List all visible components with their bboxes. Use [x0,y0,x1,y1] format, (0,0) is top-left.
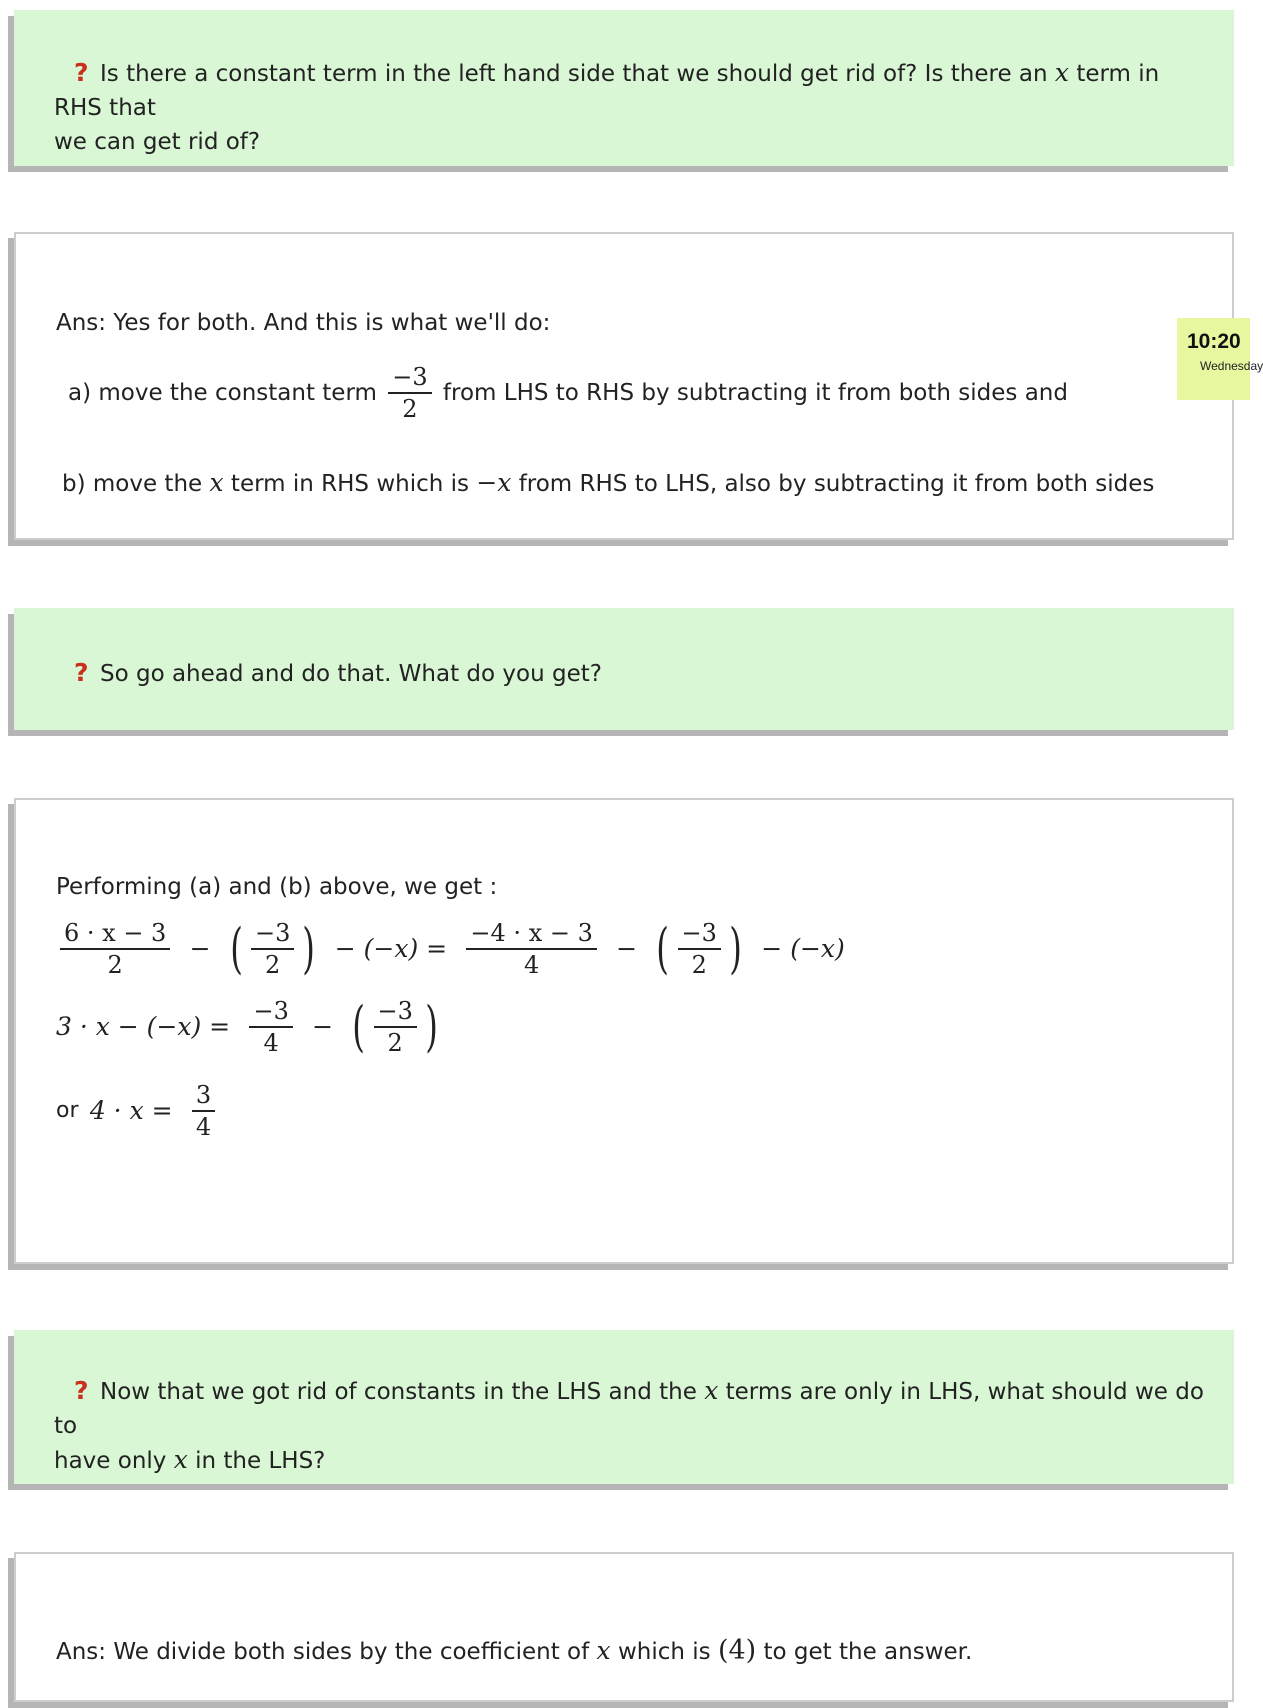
math-term: −x [476,468,512,497]
paren-fraction [251,918,294,980]
right-paren: ) [425,995,438,1058]
fraction-denominator: 2 [402,395,418,423]
fraction-denominator: 2 [265,951,281,979]
equation-lhs: 3 · x − (−x) = [56,1012,231,1041]
equation-lhs: 4 · x = [89,1096,173,1125]
math-variable: x [209,468,224,497]
fraction-numerator: −3 [388,362,431,394]
answer-item-b [62,466,1202,501]
question-text-part: we can get rid of? [54,129,261,155]
paren-fraction [678,918,721,980]
math-variable: x [1054,58,1070,87]
fraction-denominator: 4 [195,1113,212,1141]
question-text-part: Is there a constant term in the left hand side that we should get rid of? Is there an [100,61,1048,87]
fraction-numerator: −3 [678,918,721,950]
item-a-prefix: a) move the constant term [68,380,377,406]
question-card-1 [14,10,1234,166]
fraction-numerator: 3 [192,1080,215,1112]
minus-operator: − [189,934,211,963]
question-text-part: in the LHS? [195,1448,326,1474]
fraction-numerator: −3 [374,996,417,1028]
question-mark-icon: ? [74,658,89,687]
or-label: or [56,1098,79,1123]
right-paren: ) [302,917,316,980]
answer-text-part: to get the answer. [763,1639,973,1665]
answer-text-3 [56,1634,1202,1669]
clock-widget[interactable] [1177,318,1263,400]
fraction-numerator: 6 · x − 3 [60,918,170,950]
question-card-2 [14,608,1234,730]
left-paren: ( [230,917,243,980]
math-variable: x [173,1445,188,1474]
question-text-part: have only [54,1448,167,1474]
equation-line-2 [56,996,442,1058]
question-mark-icon: ? [74,58,89,87]
right-paren: ) [729,917,742,980]
fraction-neg3-over-2 [388,362,431,424]
item-b-suffix: from RHS to LHS, also by subtracting it from both sides [518,471,1155,497]
clock-day: Wednesday [1200,359,1263,373]
math-variable: x [704,1376,719,1405]
minus-operator: − [312,1012,334,1041]
fraction-denominator: 4 [524,951,540,979]
lhs-fraction [60,918,170,980]
answer-text-part: which is [617,1639,711,1665]
answer-card-3 [14,1552,1234,1702]
equation-line-1 [56,918,853,980]
answer-card-2 [14,798,1234,1264]
item-b-prefix: b) move the [62,471,203,497]
fraction-numerator: −4 · x − 3 [466,918,596,950]
result-fraction [192,1080,215,1142]
minus-neg-x-equals: − (−x) = [334,934,448,963]
question-text-part: So go ahead and do that. What do you get? [100,661,602,687]
paren-fraction [374,996,417,1058]
question-text-3 [54,1374,1204,1478]
item-b-mid: term in RHS which is [230,471,470,497]
question-text-part: Now that we got rid of constants in the LHS and the [100,1379,697,1405]
rhs-fraction [466,918,596,980]
question-mark-icon: ? [74,1376,89,1405]
minus-operator: − [616,934,638,963]
item-a-suffix: from LHS to RHS by subtracting it from both sides and [442,380,1068,406]
question-card-3 [14,1330,1234,1484]
equations-intro: Performing (a) and (b) above, we get : [56,874,498,900]
left-paren: ( [352,995,366,1058]
question-text-part: term in RHS that [54,61,1160,121]
question-text-part: terms are only in LHS, what should we do to [54,1379,1204,1439]
fraction-denominator: 2 [387,1029,403,1057]
coefficient-value: (4) [717,1635,757,1666]
answer-intro: Ans: Yes for both. And this is what we'll do: [56,310,551,336]
question-text-2 [54,656,1204,691]
answer-item-a [68,362,1202,424]
fraction-numerator: −3 [251,918,294,950]
fraction-denominator: 4 [263,1029,279,1057]
equation-line-3 [56,1080,219,1142]
answer-card-1 [14,232,1234,540]
rhs-fraction [249,996,292,1058]
fraction-numerator: −3 [249,996,292,1028]
question-text-1 [54,56,1204,159]
math-variable: x [596,1636,611,1665]
minus-neg-x: − (−x) [761,934,845,963]
answer-text-part: Ans: We divide both sides by the coefficient of [56,1639,590,1665]
fraction-denominator: 2 [107,951,123,979]
fraction-denominator: 2 [691,951,707,979]
left-paren: ( [656,917,670,980]
clock-time: 10:20 [1187,330,1241,353]
